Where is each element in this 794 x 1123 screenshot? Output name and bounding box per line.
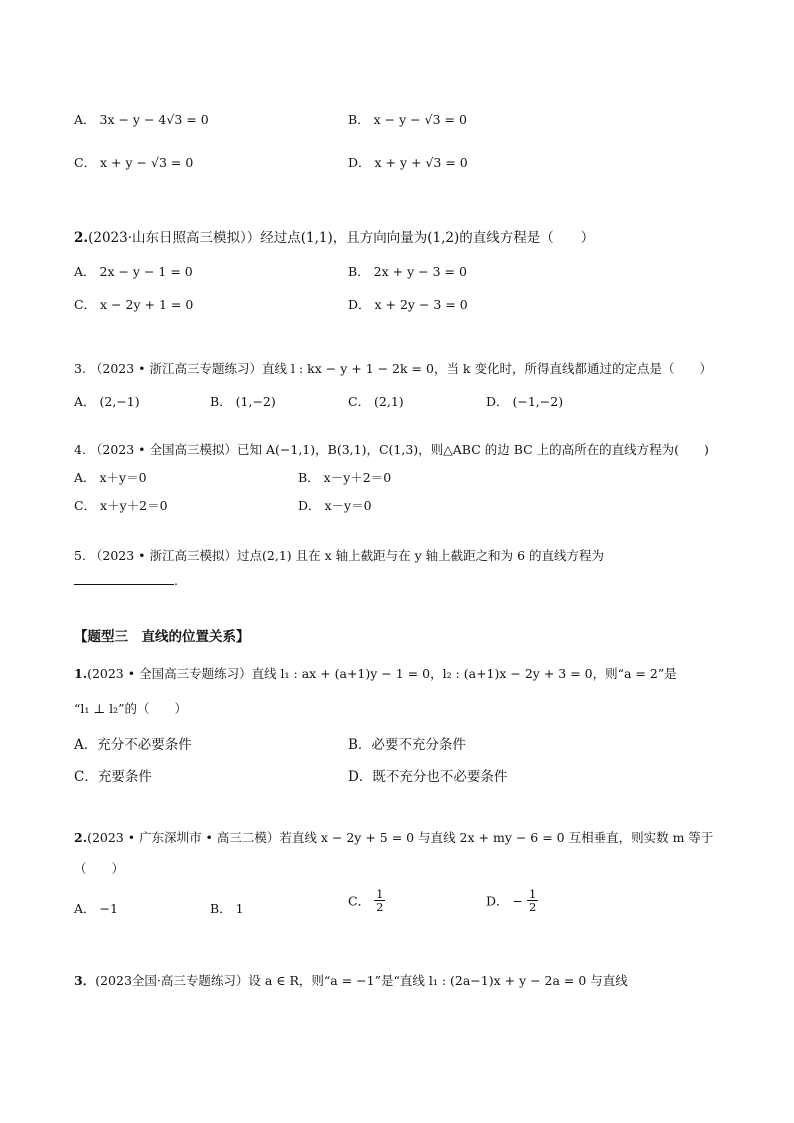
s2-option-a: A． −1 bbox=[74, 901, 118, 916]
question-stem: (2023全国·高三专题练习）设 a ∈ R，则“a = −1”是“直线 l₁ : (2a−1)x + y − 2a = 0 与直线 bbox=[95, 973, 628, 988]
section-heading: 【题型三 直线的位置关系】 bbox=[74, 629, 250, 645]
answer-blank[interactable] bbox=[74, 572, 174, 585]
s1-option-d: D．既不充分也不必要条件 bbox=[348, 769, 508, 785]
s1-option-a: A．充分不必要条件 bbox=[74, 737, 192, 753]
q2-option-c: C． x − 2y + 1 = 0 bbox=[74, 297, 194, 312]
question-2 bbox=[74, 226, 594, 246]
q0-option-b: B． x − y − √3 = 0 bbox=[348, 112, 467, 127]
fraction: $\frac{1}{2}$ bbox=[528, 887, 537, 915]
q0-option-a: A． 3x − y − 4√3 = 0 bbox=[74, 112, 209, 127]
q4-option-c: C． x＋y＋2＝0 bbox=[74, 498, 168, 513]
question-number: 1. bbox=[74, 666, 88, 681]
question-4-stem: 4. （2023 • 全国高三模拟）已知 A(−1,1)，B(3,1)，C(1,3)，则△ABC 的边 BC 上的高所在的直线方程为( ) bbox=[74, 442, 709, 457]
q3-option-d: D． (−1,−2) bbox=[486, 394, 564, 409]
q3-option-c: C． (2,1) bbox=[348, 394, 404, 409]
q0-option-d: D． x + y + √3 = 0 bbox=[348, 155, 468, 170]
s2-option-c: C． $\frac{1}{2}$ bbox=[348, 887, 384, 915]
q3-option-a: A． (2,−1) bbox=[74, 394, 140, 409]
question-stem: (2023 • 广东深圳市 • 高三二模）若直线 x − 2y + 5 = 0 与直线 2x + my − 6 = 0 互相垂直，则实数 m 等于 bbox=[87, 830, 714, 845]
question-stem: (2023·山东日照高三模拟））经过点(1,1)，且方向向量为(1,2)的直线方程是（ ） bbox=[88, 230, 595, 246]
section-question-2-stem-cont: （ ） bbox=[74, 861, 125, 876]
section-question-1-stem-cont: “l₁ ⊥ l₂”的（ ） bbox=[74, 701, 188, 716]
q2-option-a: A． 2x − y − 1 = 0 bbox=[74, 264, 193, 279]
section-question-1 bbox=[74, 664, 677, 682]
fraction: $\frac{1}{2}$ bbox=[376, 887, 384, 915]
q4-option-b: B． x－y＋2＝0 bbox=[298, 470, 392, 485]
s2-option-d: D． − $\frac{1}{2}$ bbox=[486, 887, 537, 915]
section-question-3 bbox=[74, 971, 628, 989]
question-number: 3． bbox=[74, 973, 96, 988]
q4-option-a: A． x＋y＝0 bbox=[74, 470, 147, 485]
q2-option-b: B． 2x + y − 3 = 0 bbox=[348, 264, 467, 279]
q4-option-d: D． x－y＝0 bbox=[298, 498, 372, 513]
s1-option-b: B．必要不充分条件 bbox=[348, 737, 466, 753]
section-question-2 bbox=[74, 828, 713, 846]
s2-option-b: B． 1 bbox=[210, 901, 244, 916]
question-number: 2. bbox=[74, 230, 89, 246]
question-number: 2. bbox=[74, 830, 88, 845]
question-5-stem: 5. （2023 • 浙江高三模拟）过点(2,1) 且在 x 轴上截距与在 y 轴上截距之和为 6 的直线方程为 bbox=[74, 548, 605, 563]
q2-option-d: D． x + 2y − 3 = 0 bbox=[348, 297, 468, 312]
s1-option-c: C．充要条件 bbox=[74, 769, 152, 785]
q3-option-b: B． (1,−2) bbox=[210, 394, 276, 409]
question-stem: (2023 • 全国高三专题练习）直线 l₁ : ax + (a+1)y − 1 = 0，l₂ : (a+1)x − 2y + 3 = 0，则“a = 2”是 bbox=[87, 666, 677, 681]
question-3-stem: 3. （2023 • 浙江高三专题练习）直线 l : kx − y + 1 − 2k = 0，当 k 变化时，所得直线都通过的定点是（ ） bbox=[74, 361, 712, 376]
q0-option-c: C． x + y − √3 = 0 bbox=[74, 155, 194, 170]
question-5-answer-line: . bbox=[74, 572, 178, 588]
